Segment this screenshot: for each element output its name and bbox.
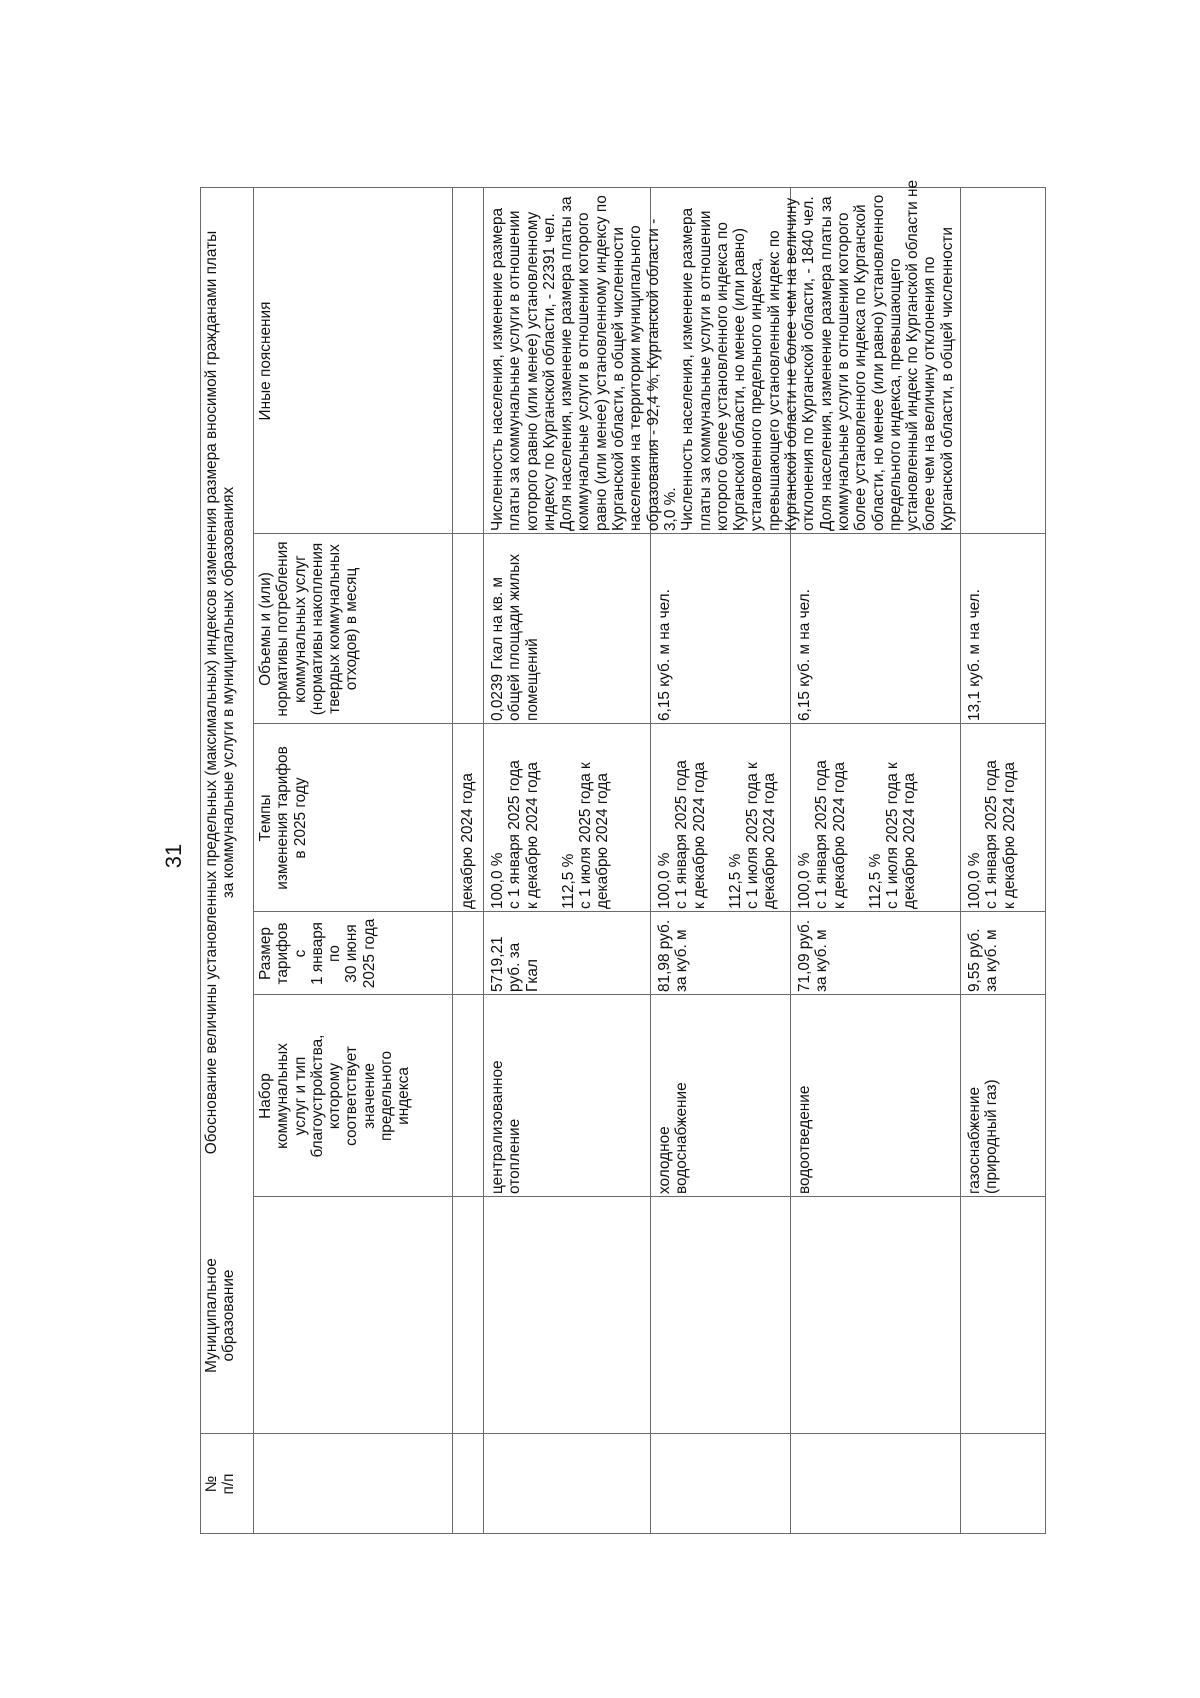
header-service-set: Набор коммунальных услуг и тип благоустройства, которому соответствует значение предельного индекса <box>257 1034 413 1158</box>
header-notes: Иные пояснения <box>257 301 274 421</box>
rate-cold-water: 100,0 % с 1 января 2025 года к декабрю 2024 года 112,5 % с 1 июля 2025 года к декабрю 2024 года <box>656 760 779 909</box>
header-volume: Объемы и (или) нормативы потребления коммунальных услуг (нормативы накопления твердых коммунальных отходов) в месяц <box>257 541 361 717</box>
header-tariff: Размер тарифов с 1 января по 30 июня 2025 года <box>257 918 378 989</box>
table-row-sewerage: водоотведение <box>796 1085 813 1194</box>
table-row-gas: газоснабжение (природный газ) <box>966 1079 1001 1194</box>
notes-text: Численность населения, изменение размера платы за коммунальные услуги в отношении которого равно (или менее) установленному индексу по Курганской области, - 22391 чел. Доля населения, изменение размера платы за коммунальные услуги в отношении которого равно (или менее) установленному индексу по Курганской области, в общей численности населения на территории муниципального образования - 92,4 %, Курганской области - 3,0 %. Численность населения, изменение размера платы за коммунальные услуги в отношении которого более установленного индекса по Курганской области, но менее (или равно) установленного предельного индекса, превышающего установленный индекс по Курганской области не более чем на величину отклонения по Курганской области, - 1840 чел. Доля населения, изменение размера платы за коммунальные услуги в отношении которого более установленного индекса по Курганской области, но менее (или равно) установленного предельного индекса, превышающего установленный индекс по Курганской области не более чем на величину отклонения по Курганской области, в общей численности <box>489 179 956 531</box>
table-row-heating: централизованное отопление <box>489 1060 524 1194</box>
rate-sewerage: 100,0 % с 1 января 2025 года к декабрю 2024 года 112,5 % с 1 июля 2025 года к декабрю 2024 года <box>796 760 919 909</box>
rate-carry-over: декабрю 2024 года <box>459 773 476 909</box>
page-number: 31 <box>161 843 186 869</box>
volume-gas: 13,1 куб. м на чел. <box>966 589 983 721</box>
rotated-table <box>200 109 1150 1609</box>
volume-cold-water: 6,15 куб. м на чел. <box>656 589 673 721</box>
header-municipality: Муниципальное образование <box>203 1258 238 1373</box>
header-num: № п/п <box>203 1473 238 1495</box>
table-row-cold-water: холодное водоснабжение <box>656 1082 691 1194</box>
volume-sewerage: 6,15 куб. м на чел. <box>796 589 813 721</box>
tariff-sewerage: 71,09 руб. за куб. м <box>796 919 831 992</box>
rate-heating: 100,0 % с 1 января 2025 года к декабрю 2024 года 112,5 % с 1 июля 2025 года к декабрю 2024 года <box>489 760 612 909</box>
tariff-heating: 5719,21 руб. за Гкал <box>489 936 541 992</box>
volume-heating: 0,0239 Гкал на кв. м общей площади жилых помещений <box>489 553 541 721</box>
header-justification: Обоснование величины установленных предельных (максимальных) индексов изменения размера вносимой гражданами платы за коммунальные услуги в муниципальных образованиях <box>203 230 238 1155</box>
header-rate: Темпы изменения тарифов в 2025 году <box>257 746 309 890</box>
rate-gas: 100,0 % с 1 января 2025 года к декабрю 2024 года <box>966 760 1018 909</box>
tariff-cold-water: 81,98 руб. за куб. м <box>656 919 691 992</box>
tariff-gas: 9,55 руб. за куб. м <box>966 928 1001 992</box>
